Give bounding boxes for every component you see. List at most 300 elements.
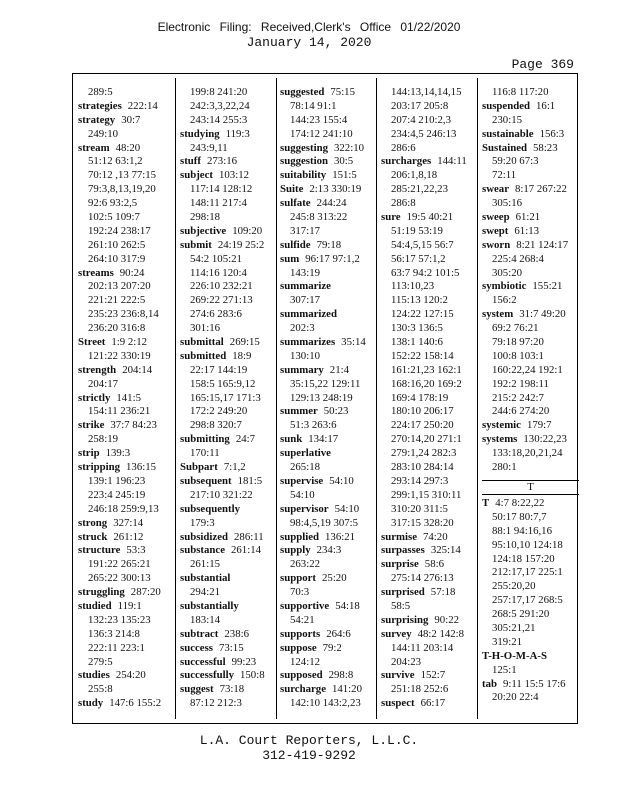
index-entry — [280, 433, 377, 447]
index-page-refs: 63:7 94:2 101:5 — [391, 266, 460, 279]
index-entry — [280, 169, 377, 183]
footer-company: L.A. Court Reporters, L.L.C. — [199, 733, 419, 748]
index-page-refs: 136:3 214:8 — [88, 627, 140, 640]
index-page-refs: 261:14 — [231, 544, 261, 557]
index-page-refs: 207:4 210:2,3 — [391, 113, 451, 126]
index-page-refs: 90:24 — [119, 266, 145, 279]
index-page-refs: 142:10 143:2,23 — [290, 697, 361, 710]
index-term: subsequently — [180, 502, 241, 515]
index-page-refs: 245:8 313:22 — [290, 211, 348, 224]
index-column-3 — [280, 86, 377, 711]
index-term: suggest — [180, 683, 214, 696]
index-page-refs: 141:5 — [116, 391, 141, 404]
index-page-refs: 199:8 241:20 — [190, 86, 248, 98]
index-entry — [381, 211, 478, 225]
index-term: sulfate — [280, 197, 311, 210]
index-term: substantially — [180, 599, 239, 612]
index-entry — [280, 86, 377, 100]
index-page-refs: 183:14 — [190, 613, 220, 626]
index-entry — [280, 308, 377, 322]
index-page-refs: 305:20 — [492, 266, 522, 279]
index-term: stuff — [180, 155, 201, 168]
filing-stamp: Electronic Filing: Received,Clerk's Office 01/22/2020 — [157, 20, 461, 34]
index-page-refs: 74:20 — [423, 530, 448, 543]
index-page-refs: 258:19 — [88, 433, 118, 446]
index-entry — [180, 433, 277, 447]
index-entry — [482, 497, 579, 511]
index-term: sworn — [482, 238, 511, 251]
index-term: Sustained — [482, 141, 528, 154]
index-term: strictly — [78, 391, 111, 404]
index-page-refs: 59:20 67:3 — [492, 155, 539, 168]
index-entry — [482, 183, 579, 197]
index-entry — [180, 155, 277, 169]
index-entry — [78, 517, 175, 531]
index-page-refs: 327:14 — [113, 516, 144, 529]
index-page-refs: 191:22 265:21 — [88, 558, 151, 571]
index-term: sum — [280, 252, 300, 265]
index-term: summary — [280, 363, 324, 376]
index-page-refs: 322:10 — [334, 141, 364, 154]
index-page-refs: 181:5 — [237, 474, 263, 487]
index-page-refs: 72:11 — [492, 169, 517, 182]
index-page-refs: 317:15 328:20 — [391, 516, 454, 529]
column-divider — [477, 78, 478, 719]
index-page-refs: 265:22 300:13 — [88, 572, 151, 585]
index-page-refs: 286:6 — [391, 141, 416, 154]
index-page-refs: 79:18 — [316, 238, 342, 251]
index-entry — [78, 461, 175, 475]
index-term: substance — [180, 544, 225, 557]
index-entry — [78, 419, 175, 433]
index-page-refs: 99:23 — [231, 655, 257, 668]
index-page-refs: 132:23 135:23 — [88, 613, 151, 626]
index-term: surcharge — [280, 683, 326, 696]
index-entry — [78, 600, 175, 614]
index-page-refs: 179:7 — [526, 419, 552, 432]
index-page-refs: 226:10 232:21 — [190, 280, 253, 293]
index-entry — [381, 155, 478, 169]
index-page-refs: 174:12 241:10 — [290, 127, 353, 140]
index-entry — [280, 142, 377, 156]
index-page-refs: 289:5 — [88, 86, 113, 98]
index-entry — [180, 544, 277, 558]
index-entry — [280, 572, 377, 586]
index-page-refs: 212:17,17 225:1 — [492, 566, 563, 579]
index-term: supervise — [280, 474, 324, 487]
index-page-refs: 165:15,17 171:3 — [190, 391, 261, 404]
index-page-refs: 119:1 — [117, 599, 142, 612]
index-entry — [482, 650, 579, 664]
index-page-refs: 54:21 — [290, 613, 315, 626]
index-page-refs: 158:5 165:9,12 — [190, 377, 256, 390]
index-page-refs: 224:17 250:20 — [391, 419, 454, 432]
index-entry — [482, 280, 579, 294]
index-page-refs: 270:14,20 271:1 — [391, 433, 462, 446]
index-entry — [280, 197, 377, 211]
index-term: survey — [381, 627, 412, 640]
index-page-refs: 51:3 263:6 — [290, 419, 337, 432]
index-page-refs: 35:15,22 129:11 — [290, 377, 361, 390]
index-page-refs: 138:1 140:6 — [391, 336, 443, 349]
index-page-refs: 307:17 — [290, 294, 320, 307]
index-page-refs: 8:17 267:22 — [514, 183, 567, 196]
index-section-letter: T — [482, 480, 579, 495]
index-page-refs: 31:7 49:20 — [519, 308, 566, 321]
index-entry — [78, 447, 175, 461]
index-page-refs: 319:21 — [492, 635, 522, 648]
index-entry — [280, 503, 377, 517]
index-term: streams — [78, 266, 114, 279]
index-term: successful — [180, 655, 226, 668]
index-page-refs: 18:9 — [232, 349, 252, 362]
index-page-refs: 124:12 — [290, 655, 320, 668]
index-page-refs: 124:22 127:15 — [391, 308, 454, 321]
index-entry — [280, 253, 377, 267]
index-entry — [180, 475, 277, 489]
index-page-refs: 141:20 — [331, 683, 362, 696]
index-page-refs: 144:11 203:14 — [391, 641, 454, 654]
index-entry — [78, 267, 175, 281]
index-page-refs: 58:23 — [533, 141, 558, 154]
index-entry — [381, 628, 478, 642]
index-entry — [381, 531, 478, 545]
index-page-refs: 244:24 — [316, 197, 347, 210]
index-table — [72, 73, 578, 724]
index-term: sustainable — [482, 127, 534, 140]
index-page-refs: 1:9 2:12 — [111, 336, 148, 349]
index-page-refs: 8:21 124:17 — [516, 238, 569, 251]
index-term: strip — [78, 447, 100, 460]
index-page-refs: 254:20 — [115, 669, 146, 682]
index-page-refs: 147:6 155:2 — [109, 697, 162, 710]
index-term: surprise — [381, 558, 419, 571]
index-page-refs: 283:10 284:14 — [391, 461, 454, 474]
index-term: study — [78, 697, 104, 710]
column-divider — [376, 78, 377, 719]
index-page-refs: 35:14 — [341, 336, 366, 349]
index-page-refs: 16:1 — [536, 99, 556, 112]
index-page-refs: 222:11 223:1 — [88, 641, 145, 654]
index-term: sunk — [280, 433, 303, 446]
index-entry — [280, 669, 377, 683]
index-page-refs: 255:8 — [88, 683, 113, 696]
index-term: surcharges — [381, 155, 432, 168]
index-page-refs: 125:1 — [492, 663, 517, 676]
page-number: Page 369 — [511, 57, 574, 72]
index-page-refs: 261:12 — [113, 530, 144, 543]
index-page-refs: 160:22,24 192:1 — [492, 363, 563, 376]
index-page-refs: 286:11 — [234, 530, 264, 543]
index-term: sulfide — [280, 238, 311, 251]
index-page-refs: 70:12 ,13 77:15 — [88, 169, 157, 182]
index-entry — [280, 683, 377, 697]
index-term: symbiotic — [482, 280, 527, 293]
index-page-refs: 269:22 271:13 — [190, 294, 253, 307]
index-column-5 — [482, 86, 579, 705]
index-page-refs: 54:18 — [335, 599, 360, 612]
index-term: Street — [78, 336, 106, 349]
index-page-refs: 202:3 — [290, 322, 315, 335]
index-page-refs: 156:3 — [539, 127, 565, 140]
index-term: strength — [78, 363, 117, 376]
index-entry — [78, 531, 175, 545]
index-page-refs: 37:7 84:23 — [110, 419, 157, 432]
index-page-refs: 21:4 — [329, 363, 349, 376]
index-page-refs: 238:6 — [224, 627, 249, 640]
index-entry — [482, 678, 579, 692]
index-page-refs: 235:23 236:8,14 — [88, 308, 159, 321]
index-page-refs: 204:23 — [391, 655, 421, 668]
index-term: subsequent — [180, 474, 232, 487]
index-entry — [78, 336, 175, 350]
index-term: systems — [482, 433, 518, 446]
index-entry — [381, 544, 478, 558]
index-page-refs: 249:10 — [88, 127, 118, 140]
index-entry — [280, 336, 377, 350]
index-page-refs: 299:1,15 310:11 — [391, 488, 462, 501]
index-page-refs: 119:3 — [225, 127, 250, 140]
index-entry — [280, 280, 377, 294]
index-page-refs: 30:5 — [334, 155, 354, 168]
index-term: surpasses — [381, 544, 425, 557]
index-page-refs: 298:18 — [190, 211, 220, 224]
index-page-refs: 325:14 — [430, 544, 461, 557]
index-page-refs: 143:19 — [290, 266, 320, 279]
index-page-refs: 114:16 120:4 — [190, 266, 247, 279]
index-term: supports — [280, 627, 321, 640]
index-page-refs: 204:14 — [122, 363, 153, 376]
index-page-refs: 172:2 249:20 — [190, 405, 248, 418]
index-page-refs: 265:18 — [290, 461, 320, 474]
index-page-refs: 169:4 178:19 — [391, 391, 449, 404]
index-page-refs: 25:20 — [322, 572, 347, 585]
index-term: supportive — [280, 599, 330, 612]
index-entry — [280, 475, 377, 489]
index-page-refs: 66:17 — [420, 697, 446, 710]
index-term: subject — [180, 169, 213, 182]
index-term: support — [280, 572, 317, 585]
index-page-refs: 24:7 — [235, 433, 256, 446]
index-page-refs: 261:15 — [190, 558, 220, 571]
index-page-refs: 79:3,8,13,19,20 — [88, 183, 156, 196]
index-page-refs: 139:1 196:23 — [88, 474, 146, 487]
index-page-refs: 130:3 136:5 — [391, 322, 443, 335]
index-entry — [78, 142, 175, 156]
index-term: surmise — [381, 530, 417, 543]
index-page-refs: 57:18 — [430, 586, 456, 599]
index-page-refs: 152:7 — [420, 669, 446, 682]
index-entry — [482, 433, 579, 447]
index-page-refs: 136:21 — [325, 530, 356, 543]
index-page-refs: 152:22 158:14 — [391, 349, 454, 362]
index-page-refs: 78:14 91:1 — [290, 99, 337, 112]
index-entry — [381, 697, 478, 711]
index-entry — [482, 419, 579, 433]
index-term: survive — [381, 669, 415, 682]
index-entry — [78, 114, 175, 128]
transcript-date: January 14, 2020 — [246, 35, 372, 50]
index-page-refs: 203:17 205:8 — [391, 99, 449, 112]
index-term: summarized — [280, 308, 337, 321]
index-term: swept — [482, 224, 509, 237]
index-entry — [280, 544, 377, 558]
index-page-refs: 58:6 — [424, 558, 444, 571]
index-entry — [482, 225, 579, 239]
index-entry — [180, 461, 277, 475]
index-entry — [280, 628, 377, 642]
index-term: T — [482, 496, 490, 509]
index-entry — [482, 211, 579, 225]
index-entry — [482, 239, 579, 253]
index-page-refs: 87:12 212:3 — [190, 697, 242, 710]
index-page-refs: 116:8 117:20 — [492, 86, 549, 98]
index-term: submitted — [180, 349, 227, 362]
index-column-2 — [180, 86, 277, 711]
index-page-refs: 242:3,3,22,24 — [190, 99, 250, 112]
index-term: summarizes — [280, 336, 336, 349]
index-term: suggesting — [280, 141, 328, 154]
index-entry — [180, 628, 277, 642]
index-term: studies — [78, 669, 110, 682]
index-page-refs: 279:5 — [88, 655, 113, 668]
index-page-refs: 54:2 105:21 — [190, 252, 242, 265]
index-term: surprised — [381, 586, 425, 599]
index-page-refs: 121:22 330:19 — [88, 349, 151, 362]
index-page-refs: 136:15 — [126, 461, 157, 474]
index-page-refs: 92:6 93:2,5 — [88, 197, 138, 210]
index-page-refs: 310:20 311:5 — [391, 502, 448, 515]
index-page-refs: 54:4,5,15 56:7 — [391, 238, 454, 251]
index-entry — [381, 614, 478, 628]
index-page-refs: 70:3 — [290, 586, 310, 599]
index-entry — [180, 169, 277, 183]
index-page-refs: 102:5 109:7 — [88, 211, 140, 224]
column-divider — [175, 78, 176, 719]
index-term: Suite — [280, 183, 304, 196]
index-entry — [180, 600, 277, 614]
index-page-refs: 113:10,23 — [391, 280, 435, 293]
index-term: summer — [280, 405, 318, 418]
index-entry — [78, 100, 175, 114]
index-entry — [482, 142, 579, 156]
index-page-refs: 280:1 — [492, 461, 517, 474]
index-page-refs: 48:2 142:8 — [417, 627, 465, 640]
index-term: studying — [180, 127, 220, 140]
index-page-refs: 225:4 268:4 — [492, 252, 544, 265]
index-term: subsidized — [180, 530, 229, 543]
index-entry — [180, 350, 277, 364]
index-page-refs: 130:22,23 — [523, 433, 567, 446]
index-page-refs: 115:13 120:2 — [391, 294, 448, 307]
index-page-refs: 30:7 — [121, 113, 141, 126]
index-entry — [180, 503, 277, 517]
index-term: suitability — [280, 169, 327, 182]
index-page-refs: 301:16 — [190, 322, 220, 335]
index-entry — [280, 642, 377, 656]
index-entry — [78, 544, 175, 558]
index-page-refs: 234:4,5 246:13 — [391, 127, 457, 140]
index-term: suppose — [280, 641, 317, 654]
index-entry — [280, 155, 377, 169]
index-entry — [78, 697, 175, 711]
index-page-refs: 170:11 — [190, 447, 220, 460]
index-term: suspect — [381, 697, 415, 710]
index-term: subtract — [180, 627, 219, 640]
index-page-refs: 54:10 — [334, 502, 360, 515]
index-entry — [180, 128, 277, 142]
index-page-refs: 269:15 — [229, 336, 260, 349]
index-page-refs: 73:18 — [219, 683, 245, 696]
index-page-refs: 180:10 206:17 — [391, 405, 454, 418]
index-page-refs: 234:3 — [316, 544, 342, 557]
index-page-refs: 298:8 320:7 — [190, 419, 242, 432]
index-term: stream — [78, 141, 110, 154]
index-term: subjective — [180, 224, 227, 237]
index-column-1 — [78, 86, 175, 711]
index-page-refs: 129:13 248:19 — [290, 391, 353, 404]
index-entry — [78, 586, 175, 600]
index-page-refs: 20:20 22:4 — [492, 691, 539, 704]
index-term: submittal — [180, 336, 224, 349]
index-page-refs: 144:13,14,14,15 — [391, 86, 462, 98]
index-page-refs: 98:4,5,19 307:5 — [290, 516, 359, 529]
index-page-refs: 103:12 — [219, 169, 249, 182]
index-page-refs: 96:17 97:1,2 — [305, 252, 360, 265]
index-term: systemic — [482, 419, 521, 432]
index-page-refs: 264:10 317:9 — [88, 252, 146, 265]
index-entry — [381, 586, 478, 600]
index-page-refs: 156:2 — [492, 294, 517, 307]
index-page-refs: 148:11 217:4 — [190, 197, 247, 210]
index-entry — [180, 656, 277, 670]
index-entry — [180, 669, 277, 683]
index-term: supply — [280, 544, 311, 557]
index-page-refs: 24:19 25:2 — [217, 238, 265, 251]
index-page-refs: 130:10 — [290, 349, 320, 362]
index-term: strong — [78, 516, 108, 529]
index-page-refs: 151:5 — [332, 169, 357, 182]
index-term: submit — [180, 238, 212, 251]
index-page-refs: 51:19 53:19 — [391, 224, 443, 237]
index-entry — [180, 572, 277, 586]
index-page-refs: 48:20 — [115, 141, 141, 154]
index-page-refs: 58:5 — [391, 599, 411, 612]
index-page-refs: 263:22 — [290, 558, 320, 571]
index-page-refs: 202:13 207:20 — [88, 280, 151, 293]
index-entry — [482, 100, 579, 114]
index-term: supervisor — [280, 502, 329, 515]
index-term: superlative — [280, 447, 331, 460]
index-page-refs: 206:1,8,18 — [391, 169, 438, 182]
footer-phone: 312-419-9292 — [262, 748, 356, 763]
index-entry — [180, 239, 277, 253]
index-entry — [280, 239, 377, 253]
index-term: T-H-O-M-A-S — [482, 649, 547, 662]
index-page-refs: 192:2 198:11 — [492, 377, 549, 390]
index-term: sure — [381, 211, 401, 224]
index-page-refs: 161:21,23 162:1 — [391, 363, 462, 376]
index-term: summarize — [280, 280, 331, 293]
index-page-refs: 236:20 316:8 — [88, 322, 146, 335]
index-page-refs: 100:8 103:1 — [492, 349, 544, 362]
index-page-refs: 230:15 — [492, 113, 522, 126]
index-page-refs: 53:3 — [126, 544, 146, 557]
index-page-refs: 168:16,20 169:2 — [391, 377, 462, 390]
index-page-refs: 268:5 291:20 — [492, 608, 550, 621]
index-page-refs: 150:8 — [240, 669, 265, 682]
index-term: strategy — [78, 113, 116, 126]
